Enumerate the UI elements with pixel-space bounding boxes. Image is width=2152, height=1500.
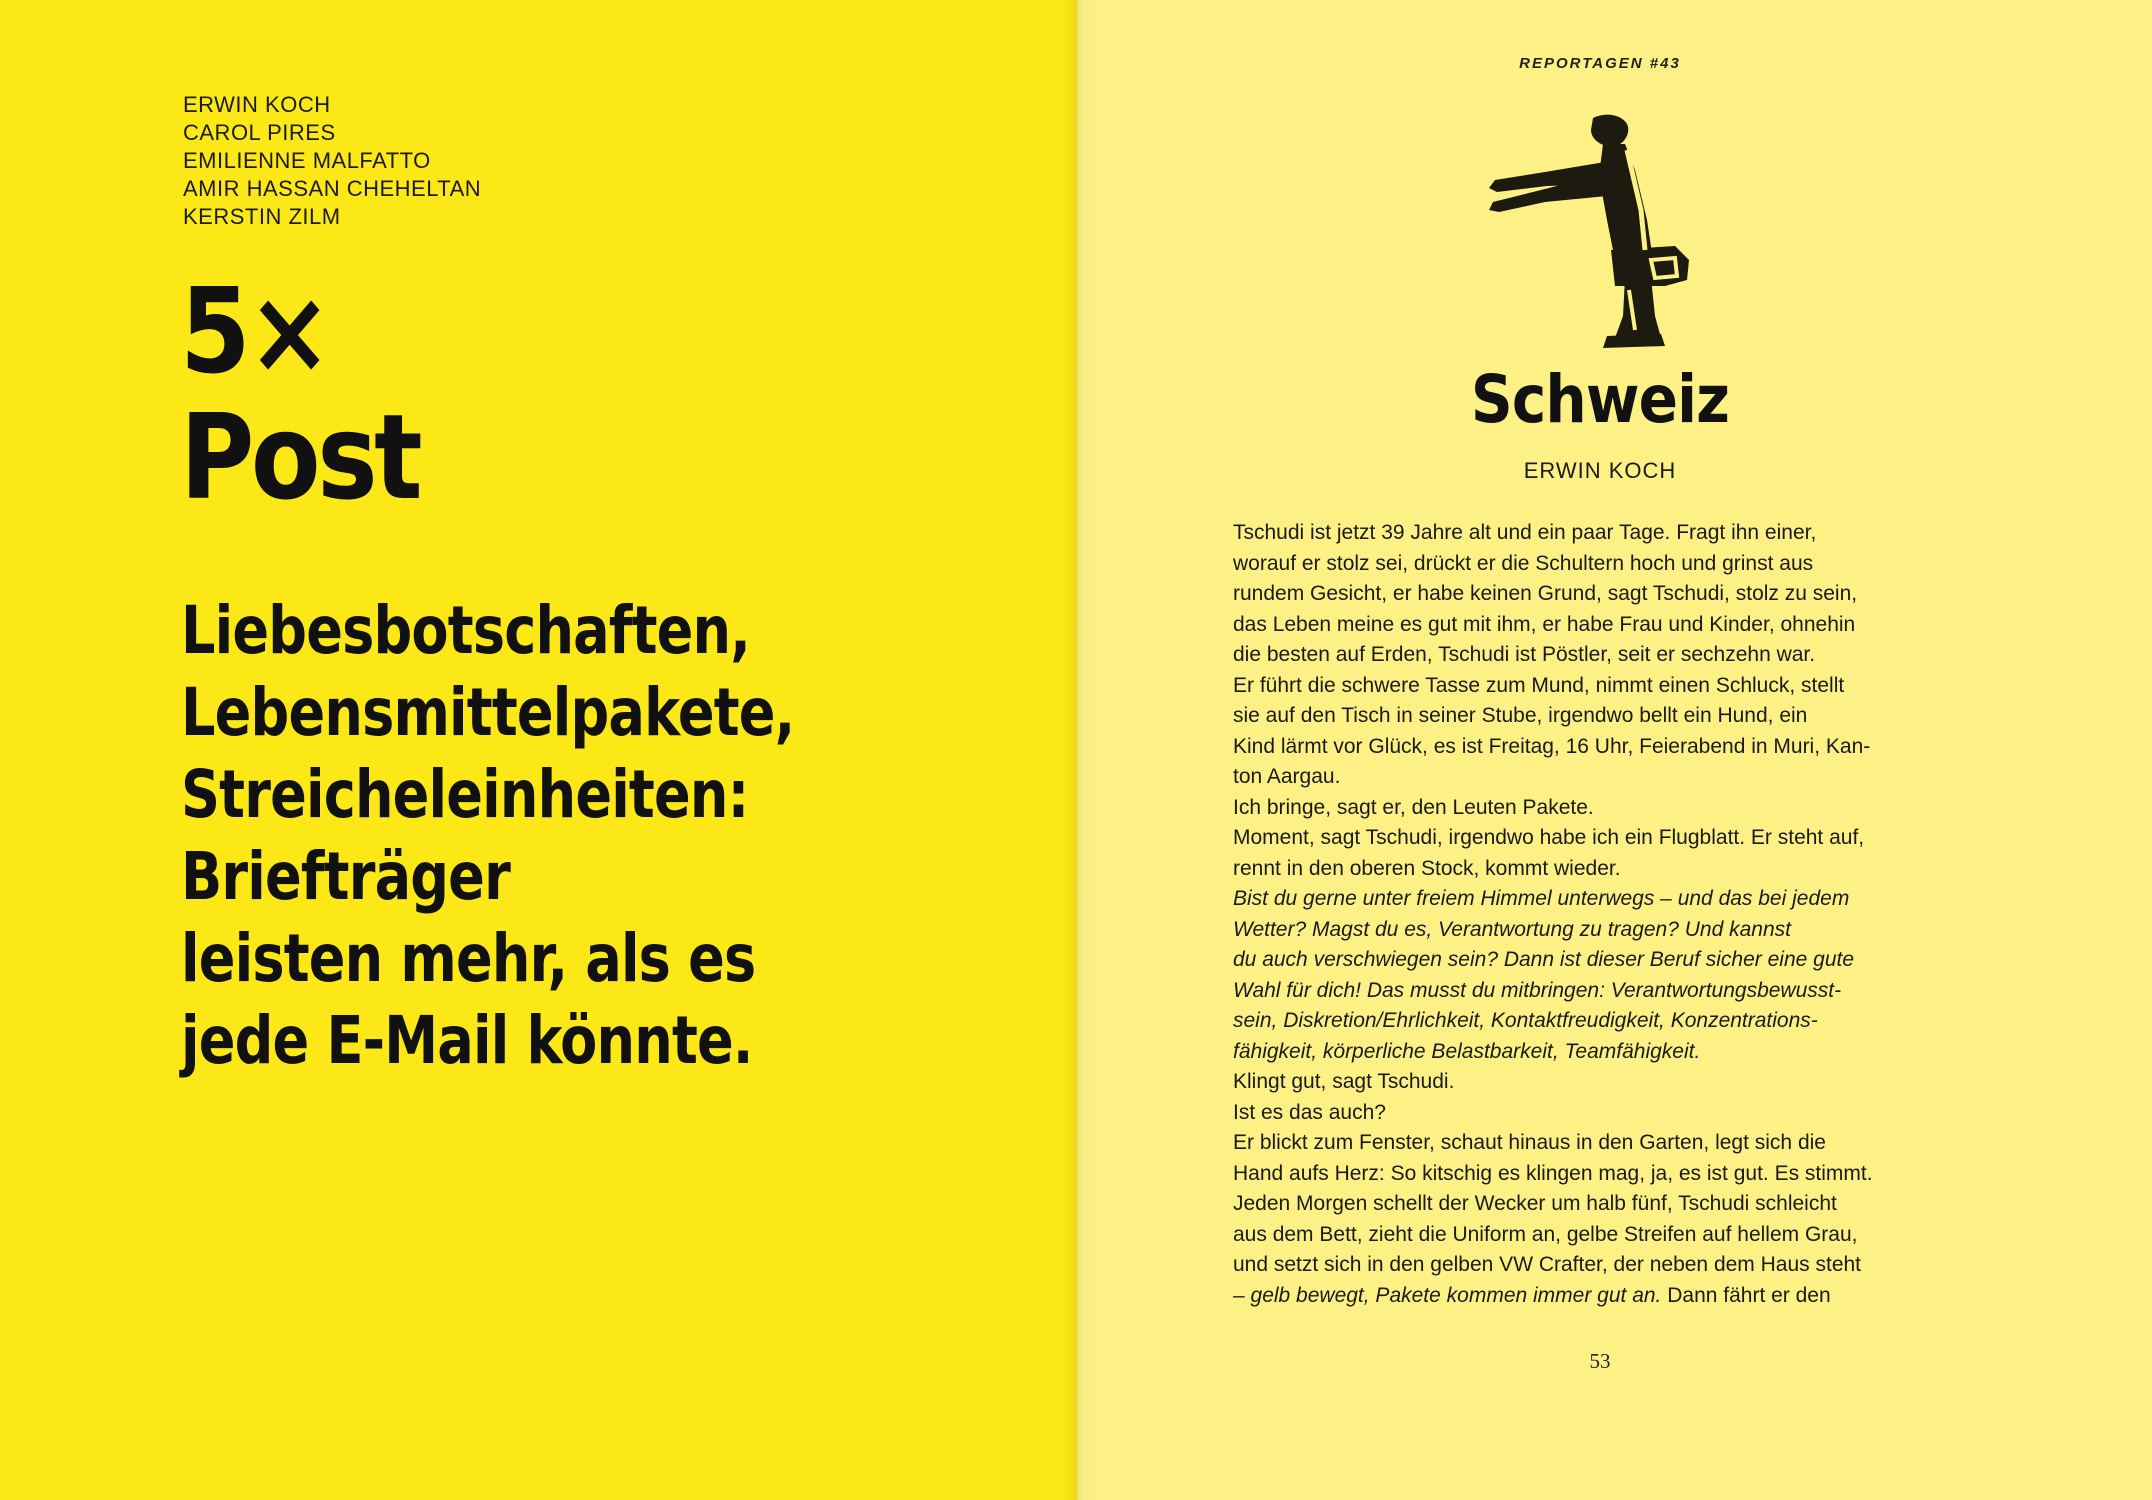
article-body — [1233, 518, 1973, 1311]
body-line-italic: Wahl für dich! Das musst du mitbringen: Verantwortungsbewusst- — [1233, 978, 1842, 1002]
body-line: Hand aufs Herz: So kitschig es klingen mag, ja, es ist gut. Es stimmt. — [1233, 1161, 1873, 1185]
feature-title-line: Post — [180, 388, 420, 526]
subtitle-line: jede E-Mail könnte. — [181, 1002, 753, 1079]
body-line: Jeden Morgen schellt der Wecker um halb fünf, Tschudi schleicht — [1233, 1192, 1837, 1215]
left-page — [0, 0, 1074, 1500]
feature-title-line: 5× — [180, 262, 329, 400]
running-head: REPORTAGEN #43 — [1519, 55, 1681, 72]
body-line: Ist es das auch? — [1233, 1100, 1386, 1124]
subtitle-line: Liebesbotschaften, — [181, 592, 750, 669]
author-name: AMIR HASSAN CHEHELTAN — [183, 176, 482, 201]
body-line: aus dem Bett, zieht die Uniform an, gelbe Streifen auf hellem Grau, — [1233, 1222, 1858, 1246]
body-line-italic: du auch verschwiegen sein? Dann ist dieser Beruf sicher eine gute — [1233, 948, 1855, 971]
body-line: rennt in den oberen Stock, kommt wieder. — [1233, 856, 1621, 880]
feature-subtitle — [181, 590, 794, 1082]
body-last-line — [1233, 1281, 1973, 1312]
body-line: Klingt gut, sagt Tschudi. — [1233, 1070, 1455, 1093]
subtitle-line: Lebensmittelpakete, — [181, 674, 795, 751]
body-line: Kind lärmt vor Glück, es ist Freitag, 16 Uhr, Feierabend in Muri, Kan- — [1233, 734, 1871, 758]
body-line: rundem Gesicht, er habe keinen Grund, sagt Tschudi, stolz zu sein, — [1233, 582, 1858, 605]
body-line: Moment, sagt Tschudi, irgendwo habe ich ein Flugblatt. Er steht auf, — [1233, 826, 1865, 849]
book-gutter — [1062, 0, 1096, 1500]
author-list — [183, 91, 481, 231]
body-line: Tschudi ist jetzt 39 Jahre alt und ein paar Tage. Fragt ihn einer, — [1233, 521, 1817, 544]
body-line: Er führt die schwere Tasse zum Mund, nimmt einen Schluck, stellt — [1233, 673, 1845, 697]
body-line: sie auf den Tisch in seiner Stube, irgendwo bellt ein Hund, ein — [1233, 704, 1808, 727]
subtitle-line: leisten mehr, als es — [181, 920, 756, 997]
author-name: CAROL PIRES — [183, 120, 336, 145]
page-number: 53 — [1589, 1349, 1611, 1373]
body-line-italic: sein, Diskretion/Ehrlichkeit, Kontaktfreudigkeit, Konzentrations- — [1233, 1009, 1818, 1032]
article-byline: ERWIN KOCH — [1523, 458, 1677, 483]
author-name: KERSTIN ZILM — [183, 204, 341, 229]
body-line: ton Aargau. — [1233, 765, 1341, 788]
author-name: ERWIN KOCH — [183, 92, 331, 117]
subtitle-line: Streicheleinheiten: — [181, 756, 749, 833]
body-line: die besten auf Erden, Tschudi ist Pöstler, seit er sechzehn war. — [1233, 643, 1816, 666]
article-title: Schweiz — [1470, 361, 1730, 438]
body-line: worauf er stolz sei, drückt er die Schultern hoch und grinst aus — [1233, 551, 1814, 575]
feature-title — [180, 262, 420, 526]
body-last-line-regular: Dann fährt er den — [1661, 1283, 1831, 1307]
author-name: EMILIENNE MALFATTO — [183, 148, 431, 173]
body-line-italic: fähigkeit, körperliche Belastbarkeit, Teamfähigkeit. — [1233, 1039, 1701, 1063]
body-line: Er blickt zum Fenster, schaut hinaus in den Garten, legt sich die — [1233, 1131, 1826, 1154]
body-line: das Leben meine es gut mit ihm, er habe Frau und Kinder, ohnehin — [1233, 612, 1856, 636]
body-last-line-italic: – gelb bewegt, Pakete kommen immer gut an. — [1233, 1283, 1662, 1307]
body-line: Ich bringe, sagt er, den Leuten Pakete. — [1233, 795, 1594, 819]
body-line-italic: Bist du gerne unter freiem Himmel unterwegs – und das bei jedem — [1233, 887, 1850, 910]
squatting-figure-icon — [1475, 110, 1735, 350]
subtitle-line: Briefträger — [181, 838, 510, 915]
body-line-italic: Wetter? Magst du es, Verantwortung zu tragen? Und kannst — [1233, 917, 1791, 941]
body-line: und setzt sich in den gelben VW Crafter, der neben dem Haus steht — [1233, 1253, 1862, 1276]
